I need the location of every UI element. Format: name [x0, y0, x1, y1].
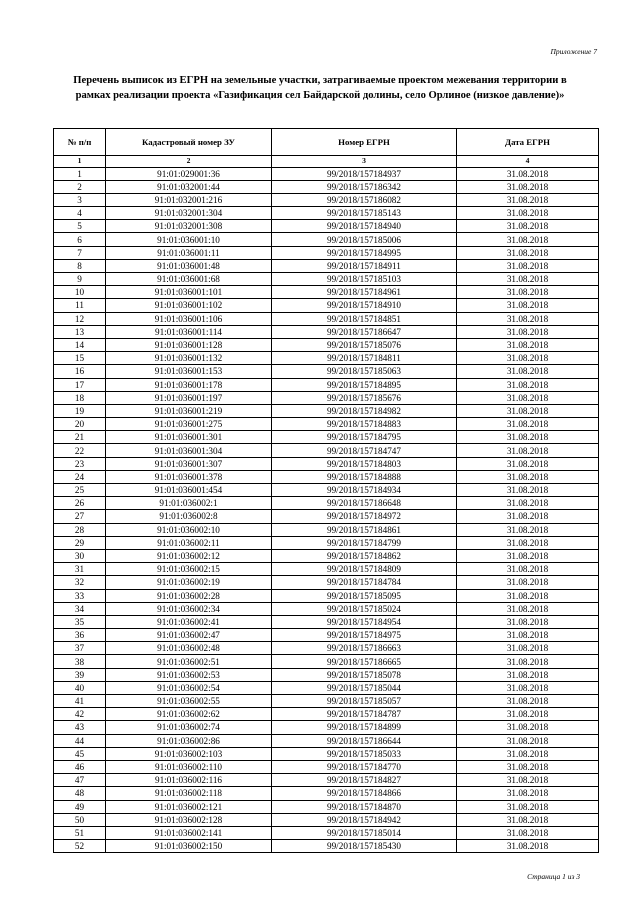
table-row — [54, 813, 599, 826]
table-row — [54, 760, 599, 773]
cadastral-number-cell: 91:01:036002:74 — [106, 721, 272, 734]
row-number-cell: 31 — [54, 563, 106, 576]
egrn-date-cell: 31.08.2018 — [457, 668, 599, 681]
cadastral-number-cell: 91:01:036002:47 — [106, 629, 272, 642]
egrn-number-cell: 99/2018/157185063 — [272, 365, 457, 378]
egrn-number-cell: 99/2018/157185078 — [272, 668, 457, 681]
row-number-cell: 21 — [54, 431, 106, 444]
egrn-date-cell: 31.08.2018 — [457, 286, 599, 299]
egrn-date-cell: 31.08.2018 — [457, 800, 599, 813]
egrn-date-cell: 31.08.2018 — [457, 629, 599, 642]
table-row — [54, 734, 599, 747]
cadastral-number-cell: 91:01:036002:12 — [106, 549, 272, 562]
row-number-cell: 3 — [54, 193, 106, 206]
row-number-cell: 20 — [54, 418, 106, 431]
table-row — [54, 299, 599, 312]
egrn-date-cell: 31.08.2018 — [457, 563, 599, 576]
egrn-number-cell: 99/2018/157184883 — [272, 418, 457, 431]
row-number-cell: 1 — [54, 167, 106, 180]
egrn-number-cell: 99/2018/157184866 — [272, 787, 457, 800]
row-number-cell: 5 — [54, 220, 106, 233]
table-row — [54, 787, 599, 800]
table-row — [54, 629, 599, 642]
cadastral-number-cell: 91:01:036001:102 — [106, 299, 272, 312]
row-number-cell: 48 — [54, 787, 106, 800]
egrn-number-cell: 99/2018/157185006 — [272, 233, 457, 246]
table-row — [54, 193, 599, 206]
row-number-cell: 12 — [54, 312, 106, 325]
cadastral-number-cell: 91:01:036001:378 — [106, 470, 272, 483]
appendix-label: Приложение 7 — [550, 47, 597, 56]
document-title — [40, 73, 600, 103]
row-number-cell: 36 — [54, 629, 106, 642]
egrn-number-cell: 99/2018/157184975 — [272, 629, 457, 642]
egrn-number-cell: 99/2018/157184784 — [272, 576, 457, 589]
egrn-number-cell: 99/2018/157184910 — [272, 299, 457, 312]
column-header-egrn-date: Дата ЕГРН — [457, 129, 599, 156]
egrn-date-cell: 31.08.2018 — [457, 207, 599, 220]
table-row — [54, 655, 599, 668]
row-number-cell: 23 — [54, 457, 106, 470]
egrn-date-cell: 31.08.2018 — [457, 220, 599, 233]
table-row — [54, 220, 599, 233]
egrn-date-cell: 31.08.2018 — [457, 312, 599, 325]
cadastral-number-cell: 91:01:036002:8 — [106, 510, 272, 523]
egrn-number-cell: 99/2018/157186644 — [272, 734, 457, 747]
egrn-date-cell: 31.08.2018 — [457, 457, 599, 470]
table-row — [54, 286, 599, 299]
table-row — [54, 167, 599, 180]
row-number-cell: 24 — [54, 470, 106, 483]
cadastral-number-cell: 91:01:036002:28 — [106, 589, 272, 602]
table-row — [54, 338, 599, 351]
row-number-cell: 2 — [54, 180, 106, 193]
egrn-number-cell: 99/2018/157185024 — [272, 602, 457, 615]
cadastral-number-cell: 91:01:036001:114 — [106, 325, 272, 338]
row-number-cell: 40 — [54, 681, 106, 694]
row-number-cell: 29 — [54, 536, 106, 549]
table-row — [54, 325, 599, 338]
cadastral-number-cell: 91:01:036002:55 — [106, 695, 272, 708]
egrn-number-cell: 99/2018/157186647 — [272, 325, 457, 338]
row-number-cell: 43 — [54, 721, 106, 734]
table-row — [54, 246, 599, 259]
egrn-number-cell: 99/2018/157185143 — [272, 207, 457, 220]
row-number-cell: 14 — [54, 338, 106, 351]
egrn-date-cell: 31.08.2018 — [457, 708, 599, 721]
table-row — [54, 470, 599, 483]
title-line-1: Перечень выписок из ЕГРН на земельные участки, затрагиваемые проектом межевания территории в — [73, 75, 567, 86]
table-row — [54, 457, 599, 470]
column-number: 3 — [272, 156, 457, 168]
egrn-number-cell: 99/2018/157186082 — [272, 193, 457, 206]
egrn-date-cell: 31.08.2018 — [457, 681, 599, 694]
table-row — [54, 681, 599, 694]
row-number-cell: 51 — [54, 826, 106, 839]
column-header-cadastral: Кадастровый номер ЗУ — [106, 129, 272, 156]
egrn-number-cell: 99/2018/157184911 — [272, 259, 457, 272]
cadastral-number-cell: 91:01:036001:454 — [106, 484, 272, 497]
egrn-number-cell: 99/2018/157184888 — [272, 470, 457, 483]
table-row — [54, 589, 599, 602]
egrn-date-cell: 31.08.2018 — [457, 233, 599, 246]
row-number-cell: 18 — [54, 391, 106, 404]
table-row — [54, 615, 599, 628]
cadastral-number-cell: 91:01:036001:307 — [106, 457, 272, 470]
egrn-date-cell: 31.08.2018 — [457, 655, 599, 668]
table-row — [54, 774, 599, 787]
egrn-date-cell: 31.08.2018 — [457, 813, 599, 826]
egrn-date-cell: 31.08.2018 — [457, 299, 599, 312]
egrn-number-cell: 99/2018/157184982 — [272, 404, 457, 417]
row-number-cell: 22 — [54, 444, 106, 457]
egrn-date-cell: 31.08.2018 — [457, 642, 599, 655]
egrn-date-cell: 31.08.2018 — [457, 391, 599, 404]
cadastral-number-cell: 91:01:036002:54 — [106, 681, 272, 694]
table-row — [54, 747, 599, 760]
row-number-cell: 39 — [54, 668, 106, 681]
cadastral-number-cell: 91:01:036002:11 — [106, 536, 272, 549]
row-number-cell: 9 — [54, 273, 106, 286]
egrn-date-cell: 31.08.2018 — [457, 497, 599, 510]
column-number: 1 — [54, 156, 106, 168]
row-number-cell: 8 — [54, 259, 106, 272]
row-number-cell: 25 — [54, 484, 106, 497]
egrn-number-cell: 99/2018/157184937 — [272, 167, 457, 180]
row-number-cell: 52 — [54, 840, 106, 853]
egrn-date-cell: 31.08.2018 — [457, 338, 599, 351]
egrn-number-cell: 99/2018/157184972 — [272, 510, 457, 523]
table-row — [54, 404, 599, 417]
cadastral-number-cell: 91:01:036001:48 — [106, 259, 272, 272]
row-number-cell: 26 — [54, 497, 106, 510]
table-row — [54, 378, 599, 391]
cadastral-number-cell: 91:01:032001:304 — [106, 207, 272, 220]
cadastral-number-cell: 91:01:036002:19 — [106, 576, 272, 589]
egrn-number-cell: 99/2018/157184995 — [272, 246, 457, 259]
egrn-number-cell: 99/2018/157186665 — [272, 655, 457, 668]
egrn-number-cell: 99/2018/157185103 — [272, 273, 457, 286]
row-number-cell: 32 — [54, 576, 106, 589]
egrn-number-cell: 99/2018/157184811 — [272, 352, 457, 365]
row-number-cell: 44 — [54, 734, 106, 747]
row-number-cell: 28 — [54, 523, 106, 536]
egrn-date-cell: 31.08.2018 — [457, 484, 599, 497]
cadastral-number-cell: 91:01:036002:141 — [106, 826, 272, 839]
egrn-date-cell: 31.08.2018 — [457, 536, 599, 549]
cadastral-number-cell: 91:01:036002:51 — [106, 655, 272, 668]
egrn-date-cell: 31.08.2018 — [457, 510, 599, 523]
egrn-date-cell: 31.08.2018 — [457, 444, 599, 457]
table-row — [54, 602, 599, 615]
table-row — [54, 444, 599, 457]
cadastral-number-cell: 91:01:036001:219 — [106, 404, 272, 417]
table-row — [54, 484, 599, 497]
table-row — [54, 523, 599, 536]
egrn-number-cell: 99/2018/157184795 — [272, 431, 457, 444]
egrn-number-cell: 99/2018/157185676 — [272, 391, 457, 404]
egrn-date-cell: 31.08.2018 — [457, 576, 599, 589]
egrn-number-cell: 99/2018/157185095 — [272, 589, 457, 602]
table-body — [54, 156, 599, 853]
table-row — [54, 576, 599, 589]
egrn-number-cell: 99/2018/157184827 — [272, 774, 457, 787]
egrn-number-cell: 99/2018/157184799 — [272, 536, 457, 549]
egrn-number-cell: 99/2018/157184940 — [272, 220, 457, 233]
row-number-cell: 49 — [54, 800, 106, 813]
egrn-number-cell: 99/2018/157185014 — [272, 826, 457, 839]
cadastral-number-cell: 91:01:036002:34 — [106, 602, 272, 615]
row-number-cell: 34 — [54, 602, 106, 615]
table-row — [54, 708, 599, 721]
cadastral-number-cell: 91:01:036002:86 — [106, 734, 272, 747]
egrn-number-cell: 99/2018/157184961 — [272, 286, 457, 299]
table-row — [54, 536, 599, 549]
cadastral-number-cell: 91:01:036002:150 — [106, 840, 272, 853]
egrn-number-cell: 99/2018/157185044 — [272, 681, 457, 694]
egrn-number-cell: 99/2018/157184803 — [272, 457, 457, 470]
egrn-number-cell: 99/2018/157184895 — [272, 378, 457, 391]
table-row — [54, 312, 599, 325]
egrn-date-cell: 31.08.2018 — [457, 589, 599, 602]
row-number-cell: 4 — [54, 207, 106, 220]
cadastral-number-cell: 91:01:036001:304 — [106, 444, 272, 457]
egrn-date-cell: 31.08.2018 — [457, 695, 599, 708]
cadastral-number-cell: 91:01:036001:132 — [106, 352, 272, 365]
row-number-cell: 35 — [54, 615, 106, 628]
column-number: 4 — [457, 156, 599, 168]
egrn-date-cell: 31.08.2018 — [457, 826, 599, 839]
table-row — [54, 721, 599, 734]
egrn-number-cell: 99/2018/157184770 — [272, 760, 457, 773]
table-row — [54, 563, 599, 576]
cadastral-number-cell: 91:01:036001:178 — [106, 378, 272, 391]
egrn-number-cell: 99/2018/157184861 — [272, 523, 457, 536]
cadastral-number-cell: 91:01:036001:11 — [106, 246, 272, 259]
cadastral-number-cell: 91:01:036001:10 — [106, 233, 272, 246]
row-number-cell: 19 — [54, 404, 106, 417]
row-number-cell: 15 — [54, 352, 106, 365]
row-number-cell: 13 — [54, 325, 106, 338]
column-header-number: № п/п — [54, 129, 106, 156]
row-number-cell: 42 — [54, 708, 106, 721]
egrn-number-cell: 99/2018/157186342 — [272, 180, 457, 193]
egrn-date-cell: 31.08.2018 — [457, 352, 599, 365]
cadastral-number-cell: 91:01:036002:1 — [106, 497, 272, 510]
egrn-number-cell: 99/2018/157186663 — [272, 642, 457, 655]
row-number-cell: 11 — [54, 299, 106, 312]
egrn-date-cell: 31.08.2018 — [457, 734, 599, 747]
cadastral-number-cell: 91:01:036002:128 — [106, 813, 272, 826]
column-number-row — [54, 156, 599, 168]
table-row — [54, 391, 599, 404]
cadastral-number-cell: 91:01:036002:41 — [106, 615, 272, 628]
row-number-cell: 45 — [54, 747, 106, 760]
row-number-cell: 10 — [54, 286, 106, 299]
page-counter: Страница 1 из 3 — [527, 872, 580, 881]
egrn-date-cell: 31.08.2018 — [457, 747, 599, 760]
cadastral-number-cell: 91:01:036002:10 — [106, 523, 272, 536]
cadastral-number-cell: 91:01:036002:62 — [106, 708, 272, 721]
row-number-cell: 27 — [54, 510, 106, 523]
egrn-date-cell: 31.08.2018 — [457, 325, 599, 338]
egrn-date-cell: 31.08.2018 — [457, 167, 599, 180]
cadastral-number-cell: 91:01:036002:53 — [106, 668, 272, 681]
table-row — [54, 273, 599, 286]
cadastral-number-cell: 91:01:032001:216 — [106, 193, 272, 206]
egrn-date-cell: 31.08.2018 — [457, 760, 599, 773]
row-number-cell: 38 — [54, 655, 106, 668]
cadastral-number-cell: 91:01:036001:68 — [106, 273, 272, 286]
row-number-cell: 30 — [54, 549, 106, 562]
egrn-number-cell: 99/2018/157184747 — [272, 444, 457, 457]
cadastral-number-cell: 91:01:036001:275 — [106, 418, 272, 431]
cadastral-number-cell: 91:01:036002:116 — [106, 774, 272, 787]
table-row — [54, 497, 599, 510]
table-row — [54, 510, 599, 523]
egrn-number-cell: 99/2018/157184942 — [272, 813, 457, 826]
egrn-number-cell: 99/2018/157184870 — [272, 800, 457, 813]
table-row — [54, 431, 599, 444]
egrn-date-cell: 31.08.2018 — [457, 418, 599, 431]
cadastral-number-cell: 91:01:036002:118 — [106, 787, 272, 800]
egrn-number-cell: 99/2018/157184862 — [272, 549, 457, 562]
egrn-date-cell: 31.08.2018 — [457, 259, 599, 272]
row-number-cell: 47 — [54, 774, 106, 787]
egrn-date-cell: 31.08.2018 — [457, 431, 599, 444]
table-row — [54, 549, 599, 562]
table-row — [54, 233, 599, 246]
egrn-date-cell: 31.08.2018 — [457, 721, 599, 734]
egrn-number-cell: 99/2018/157184954 — [272, 615, 457, 628]
table-row — [54, 826, 599, 839]
table-row — [54, 695, 599, 708]
cadastral-number-cell: 91:01:036001:153 — [106, 365, 272, 378]
table-row — [54, 800, 599, 813]
row-number-cell: 37 — [54, 642, 106, 655]
table-row — [54, 840, 599, 853]
egrn-date-cell: 31.08.2018 — [457, 774, 599, 787]
egrn-date-cell: 31.08.2018 — [457, 523, 599, 536]
cadastral-number-cell: 91:01:032001:44 — [106, 180, 272, 193]
row-number-cell: 50 — [54, 813, 106, 826]
table-row — [54, 180, 599, 193]
egrn-date-cell: 31.08.2018 — [457, 549, 599, 562]
row-number-cell: 16 — [54, 365, 106, 378]
egrn-date-cell: 31.08.2018 — [457, 615, 599, 628]
egrn-number-cell: 99/2018/157184787 — [272, 708, 457, 721]
table-row — [54, 259, 599, 272]
table-row — [54, 668, 599, 681]
egrn-date-cell: 31.08.2018 — [457, 246, 599, 259]
row-number-cell: 33 — [54, 589, 106, 602]
row-number-cell: 41 — [54, 695, 106, 708]
cadastral-number-cell: 91:01:036001:101 — [106, 286, 272, 299]
cadastral-number-cell: 91:01:036001:301 — [106, 431, 272, 444]
table-row — [54, 365, 599, 378]
cadastral-number-cell: 91:01:036002:103 — [106, 747, 272, 760]
table-row — [54, 642, 599, 655]
table-row — [54, 418, 599, 431]
egrn-date-cell: 31.08.2018 — [457, 365, 599, 378]
egrn-date-cell: 31.08.2018 — [457, 602, 599, 615]
table-header-row — [54, 129, 599, 156]
cadastral-number-cell: 91:01:036001:197 — [106, 391, 272, 404]
egrn-number-cell: 99/2018/157186648 — [272, 497, 457, 510]
egrn-number-cell: 99/2018/157184934 — [272, 484, 457, 497]
egrn-number-cell: 99/2018/157185430 — [272, 840, 457, 853]
row-number-cell: 7 — [54, 246, 106, 259]
egrn-date-cell: 31.08.2018 — [457, 378, 599, 391]
table-row — [54, 352, 599, 365]
cadastral-number-cell: 91:01:029001:36 — [106, 167, 272, 180]
egrn-date-cell: 31.08.2018 — [457, 193, 599, 206]
egrn-date-cell: 31.08.2018 — [457, 180, 599, 193]
egrn-date-cell: 31.08.2018 — [457, 273, 599, 286]
table-row — [54, 207, 599, 220]
column-header-egrn-number: Номер ЕГРН — [272, 129, 457, 156]
cadastral-number-cell: 91:01:036002:121 — [106, 800, 272, 813]
egrn-date-cell: 31.08.2018 — [457, 787, 599, 800]
cadastral-number-cell: 91:01:036002:110 — [106, 760, 272, 773]
row-number-cell: 17 — [54, 378, 106, 391]
egrn-number-cell: 99/2018/157184851 — [272, 312, 457, 325]
egrn-number-cell: 99/2018/157185076 — [272, 338, 457, 351]
egrn-date-cell: 31.08.2018 — [457, 840, 599, 853]
cadastral-number-cell: 91:01:036002:48 — [106, 642, 272, 655]
cadastral-number-cell: 91:01:032001:308 — [106, 220, 272, 233]
egrn-table — [53, 128, 599, 853]
cadastral-number-cell: 91:01:036001:128 — [106, 338, 272, 351]
egrn-number-cell: 99/2018/157185057 — [272, 695, 457, 708]
row-number-cell: 46 — [54, 760, 106, 773]
row-number-cell: 6 — [54, 233, 106, 246]
egrn-number-cell: 99/2018/157185033 — [272, 747, 457, 760]
cadastral-number-cell: 91:01:036002:15 — [106, 563, 272, 576]
column-number: 2 — [106, 156, 272, 168]
egrn-date-cell: 31.08.2018 — [457, 404, 599, 417]
egrn-number-cell: 99/2018/157184899 — [272, 721, 457, 734]
egrn-number-cell: 99/2018/157184809 — [272, 563, 457, 576]
title-line-2: рамках реализации проекта «Газификация сел Байдарской долины, село Орлиное (низкое давление)» — [75, 90, 565, 101]
egrn-date-cell: 31.08.2018 — [457, 470, 599, 483]
cadastral-number-cell: 91:01:036001:106 — [106, 312, 272, 325]
